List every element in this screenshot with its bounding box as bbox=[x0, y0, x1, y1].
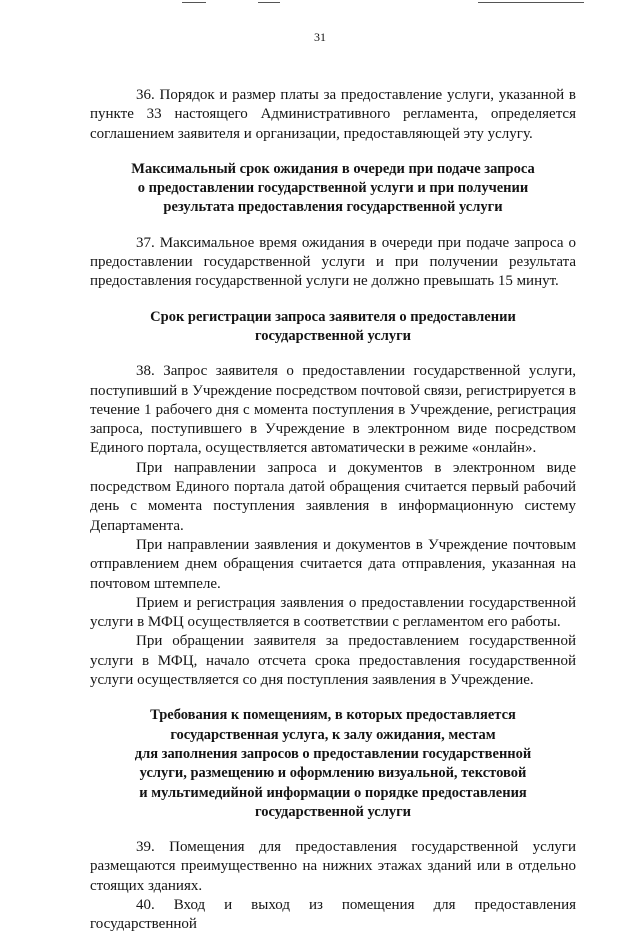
scan-artifact-line bbox=[478, 2, 584, 3]
paragraph-electronic-request: При направлении запроса и документов в электронном виде посредством Единого портала датой обращения считается первый рабочий день с момента поступления заявления в информационную систему Департамента. bbox=[90, 459, 576, 534]
scan-artifact-line bbox=[182, 2, 206, 3]
paragraph-40: 40. Вход и выход из помещения для предоставления государственной bbox=[90, 896, 576, 933]
paragraph-37: 37. Максимальное время ожидания в очереди при подаче запроса о предоставлении государственной услуги и при получении результата предоставления государственной услуги не должно превышать 15 минут. bbox=[90, 234, 576, 290]
heading-line: Срок регистрации запроса заявителя о предоставлении bbox=[150, 308, 516, 325]
heading-line: Максимальный срок ожидания в очереди при подаче запроса bbox=[131, 160, 535, 177]
heading-line: о предоставлении государственной услуги и при получении bbox=[137, 180, 529, 197]
heading-line: и мультимедийной информации о порядке предоставления bbox=[139, 784, 527, 801]
paragraph-mfc-term: При обращении заявителя за предоставлением государственной услуги в МФЦ, начало отсчета срока предоставления государственной услуги осуществляется со дня поступления заявления в Учреждение. bbox=[90, 633, 576, 689]
paragraph-postal-request: При направлении заявления и документов в Учреждение почтовым отправлением днем обращения считается дата отправления, указанная на почтовом штемпеле. bbox=[90, 536, 576, 592]
heading-line: государственной услуги bbox=[254, 803, 412, 820]
document-body bbox=[90, 86, 576, 935]
paragraph-39: 39. Помещения для предоставления государственной услуги размещаются преимущественно на нижних этажах зданий или в отдельно стоящих зданиях. bbox=[90, 839, 576, 894]
heading-line: государственной услуги bbox=[254, 327, 412, 344]
paragraph-38: 38. Запрос заявителя о предоставлении государственной услуги, поступивший в Учреждение посредством почтовой связи, регистрируется в течение 1 рабочего дня с момента поступления в Учреждение, регистрация запроса, поступившего в Учреждение в электронном виде посредством Единого портала, осуществляется автоматически в режиме «онлайн». bbox=[90, 363, 576, 457]
paragraph-mfc-registration: Прием и регистрация заявления о предоставлении государственной услуги в МФЦ осуществляется в соответствии с регламентом его работы. bbox=[90, 594, 576, 631]
heading-line: государственная услуга, к залу ожидания, местам bbox=[170, 726, 496, 743]
heading-line: Требования к помещениям, в которых предоставляется bbox=[150, 707, 516, 724]
heading-line: для заполнения запросов о предоставлении государственной bbox=[134, 745, 532, 762]
heading-line: услуги, размещению и оформлению визуальной, текстовой bbox=[139, 765, 527, 782]
paragraph-36: 36. Порядок и размер платы за предоставление услуги, указанной в пункте 33 настоящего Административного регламента, определяется соглашением заявителя и организации, предоставляющей эту услугу. bbox=[90, 87, 576, 142]
section-heading-registration-term bbox=[90, 308, 576, 347]
heading-line: результата предоставления государственной услуги bbox=[163, 199, 503, 216]
page-number: 31 bbox=[314, 30, 326, 44]
section-heading-premises-requirements bbox=[90, 706, 576, 822]
section-heading-waiting-time bbox=[90, 160, 576, 218]
scan-artifact-line bbox=[258, 2, 280, 3]
